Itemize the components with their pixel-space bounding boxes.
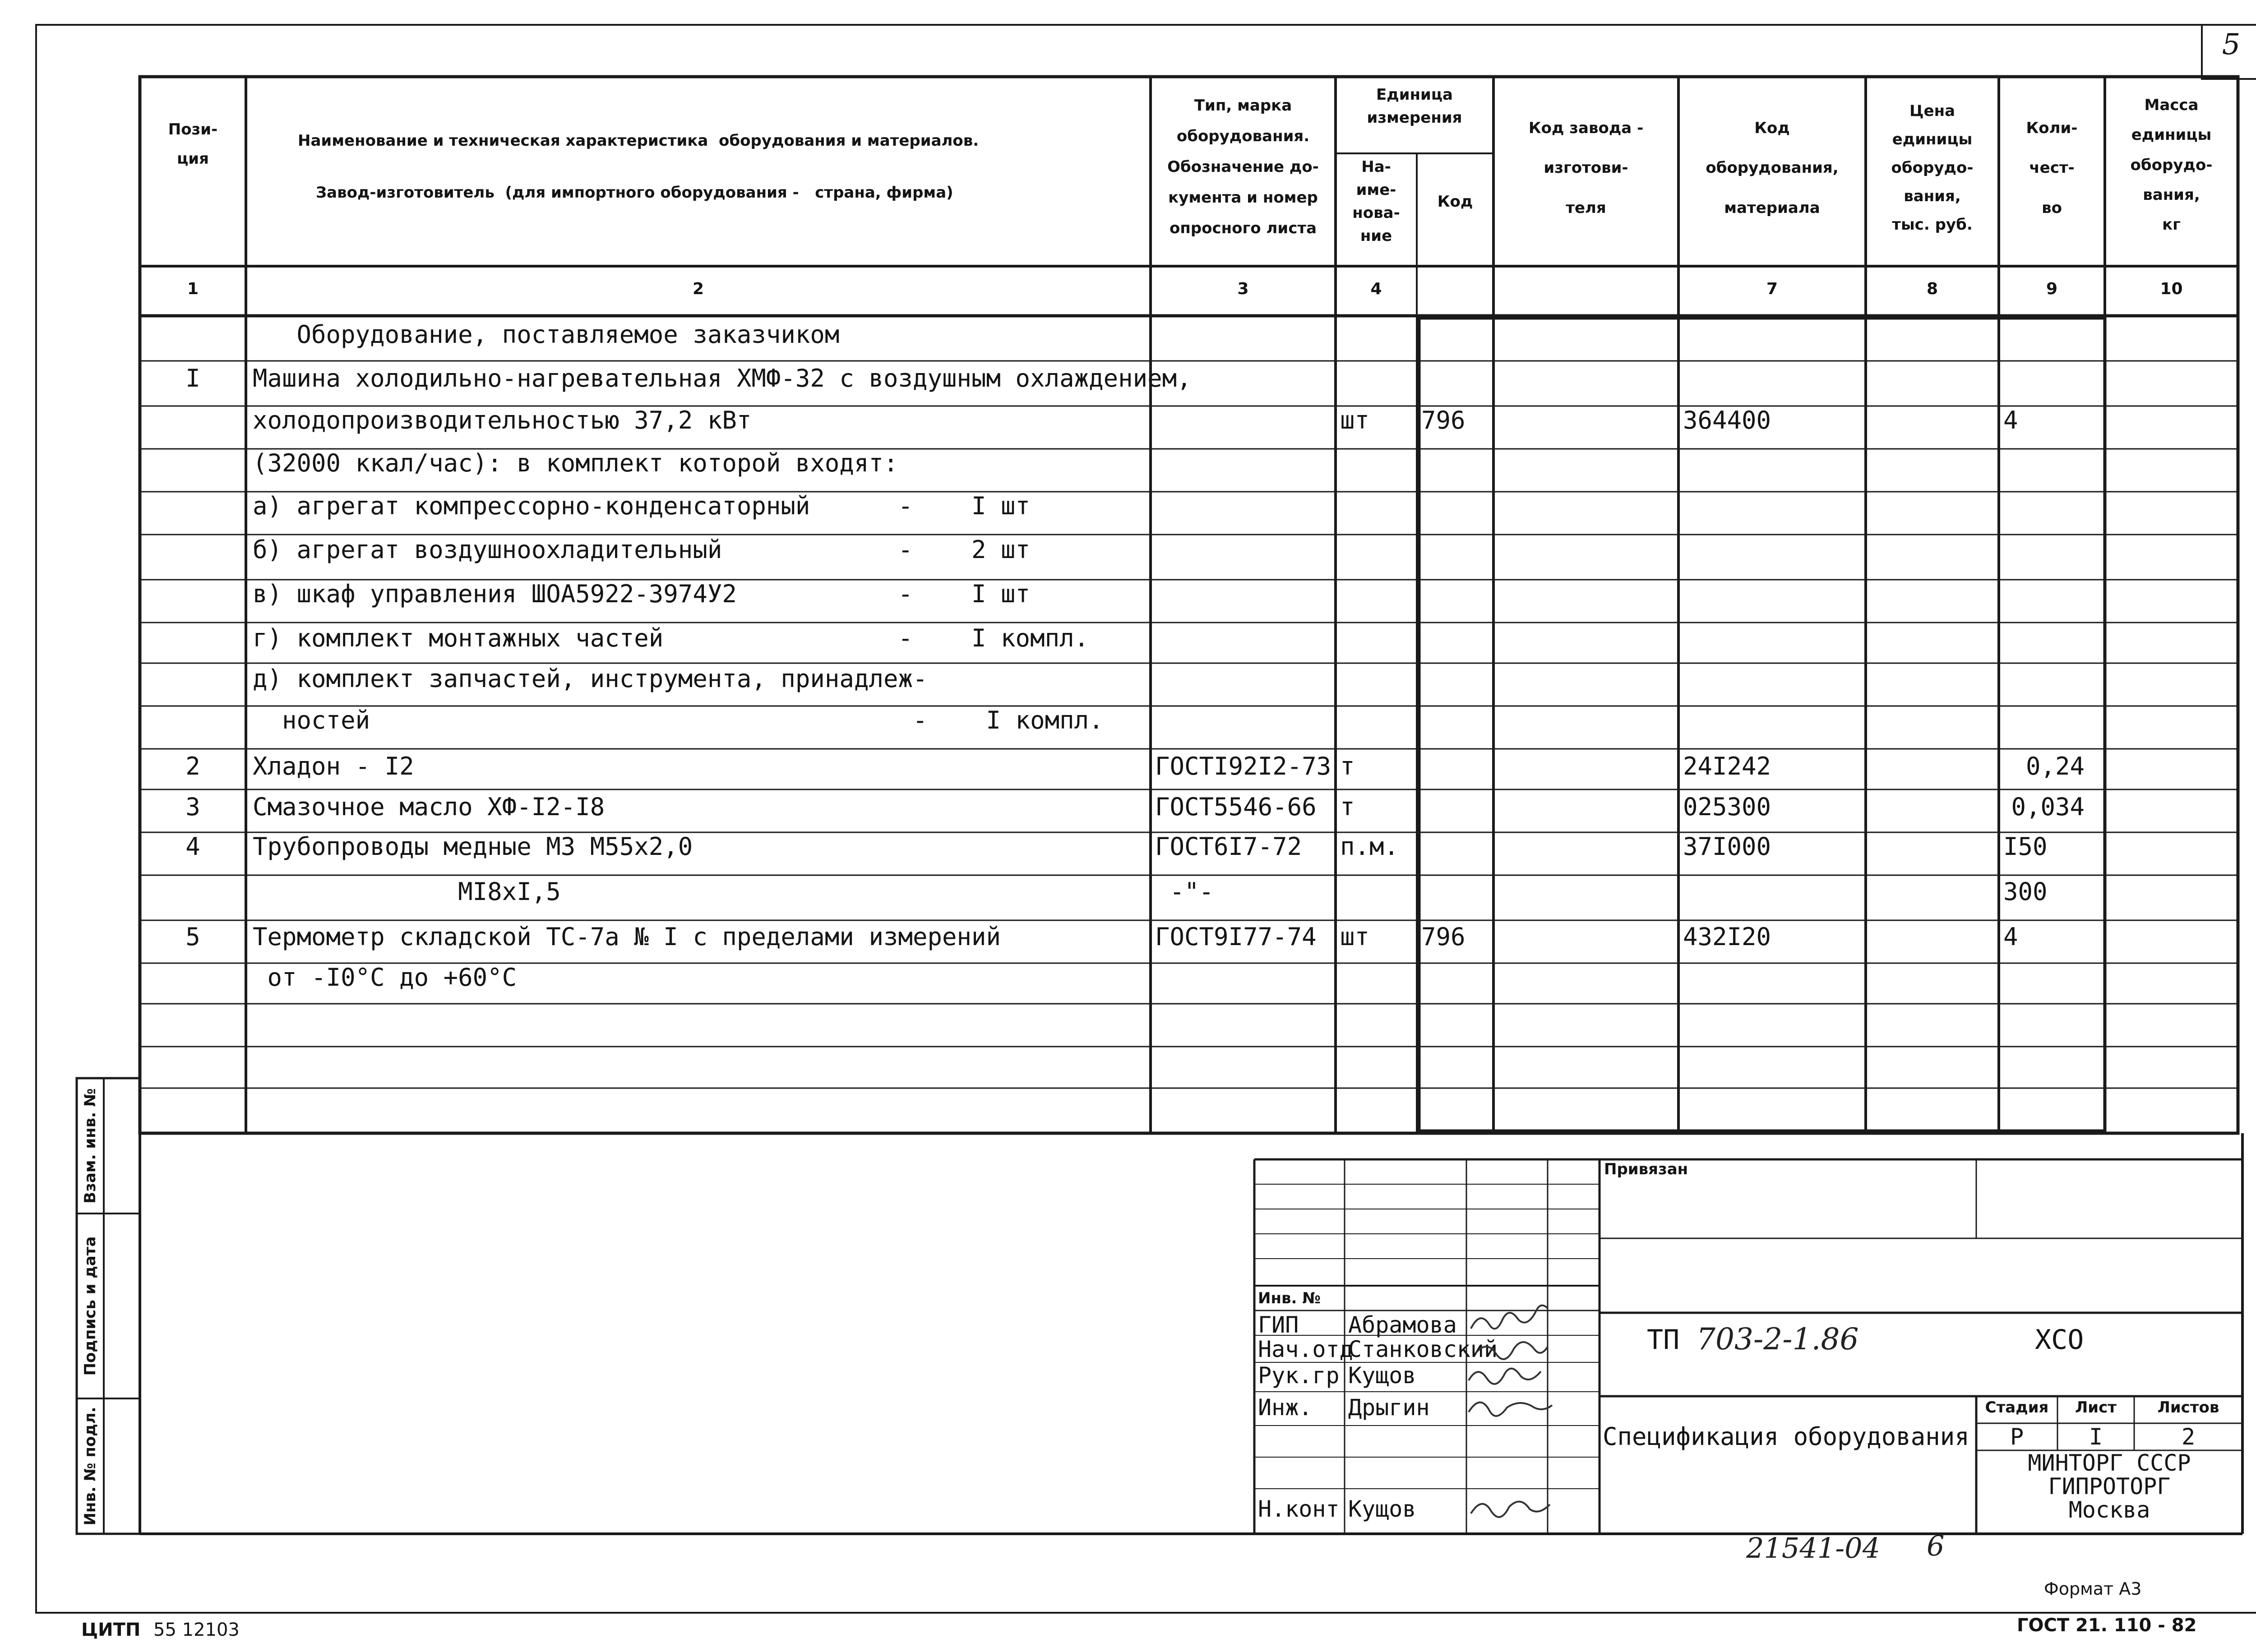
row-name: МI8хI,5 <box>253 877 561 906</box>
sheets-value: 2 <box>2181 1424 2196 1450</box>
column-number: 1 <box>187 280 199 298</box>
row-name: Термометр складской ТС-7а № I с пределами измерений <box>253 923 1001 951</box>
row-doc: ГОСТ5546-66 <box>1155 793 1317 821</box>
row-name: в) шкаф управления ШОА5922-3974У2 - I шт <box>253 580 1031 608</box>
row-qty: 4 <box>2003 923 2018 951</box>
header-name-line2: Завод-изготовитель (для импортного оборудования - страна, фирма) <box>316 184 953 202</box>
role-group-lead: Рук.гр <box>1258 1362 1340 1389</box>
sheets-label: Листов <box>2157 1398 2219 1417</box>
row-name: г) комплект монтажных частей - I компл. <box>253 624 1089 652</box>
header-equipment-code: Код оборудования, материала <box>1706 119 1839 217</box>
role-head: Нач.отд <box>1258 1336 1353 1362</box>
row-name: б) агрегат воздушноохладительный - 2 шт <box>253 535 1031 564</box>
role-norm-control: Н.конт <box>1258 1496 1340 1522</box>
gost-label: ГОСТ 21. 110 - 82 <box>2017 1615 2197 1636</box>
name-group-lead: Кущов <box>1348 1362 1416 1389</box>
row-name: Машина холодильно-нагревательная ХМФ-32 с воздушным охлаждением, <box>253 364 1192 392</box>
row-unit: шт <box>1340 923 1370 951</box>
row-pos: 5 <box>185 923 200 951</box>
row-name: Оборудование, поставляемое заказчиком <box>253 320 840 349</box>
doc-code-prefix: ТП <box>1647 1324 1680 1356</box>
archive-number: 21541-04 <box>1746 1532 1881 1564</box>
column-number: 3 <box>1237 280 1249 298</box>
org-line3: Москва <box>2068 1497 2150 1523</box>
name-gip: Абрамова <box>1348 1312 1457 1338</box>
stage-label: Стадия <box>1985 1398 2049 1417</box>
row-equip-code: 37I000 <box>1683 832 1771 861</box>
header-quantity: Коли- чест- во <box>2026 119 2078 217</box>
row-name: Трубопроводы медные М3 М55х2,0 <box>253 832 693 861</box>
row-doc: ГОСТ9I77-74 <box>1155 923 1317 951</box>
column-number: 7 <box>1766 280 1778 298</box>
header-type: Тип, марка оборудования. Обозначение до- кумента и номер опросного листа <box>1167 97 1319 237</box>
row-name: от -I0°C до +60°C <box>253 963 517 992</box>
row-qty: 0,034 <box>2011 793 2085 821</box>
row-doc: -"- <box>1155 877 1214 906</box>
header-unit-name: На- име- нова- ние <box>1352 158 1400 245</box>
inv-label: Инв. № <box>1258 1289 1321 1307</box>
name-norm-control: Кущов <box>1348 1496 1416 1522</box>
org-line2: ГИПРОТОРГ <box>2048 1473 2171 1500</box>
header-mass: Масса единицы оборудо- вания, кг <box>2130 96 2213 234</box>
row-unit: т <box>1340 752 1355 780</box>
row-name: холодопроизводительностью 37,2 кВт <box>253 406 752 434</box>
printer-label: ЦИТП <box>81 1620 141 1640</box>
column-number: 8 <box>1926 280 1938 298</box>
row-equip-code: 364400 <box>1683 406 1771 434</box>
row-unit: п.м. <box>1340 832 1399 861</box>
row-pos: I <box>185 364 200 392</box>
header-unit-group: Единица измерения <box>1367 86 1462 127</box>
sheet-label: Лист <box>2075 1398 2117 1417</box>
row-unit: шт <box>1340 406 1370 434</box>
column-number: 9 <box>2046 280 2058 298</box>
header-factory-code: Код завода - изготови- теля <box>1528 119 1644 217</box>
row-name: д) комплект запчастей, инструмента, принадлеж- <box>253 664 928 693</box>
header-price: Цена единицы оборудо- вания, тыс. руб. <box>1891 102 1974 234</box>
org-line1: МИНТОРГ СССР <box>2028 1450 2191 1476</box>
header-position: Пози- ция <box>168 120 218 168</box>
row-pos: 2 <box>185 752 200 780</box>
doc-title: Спецификация оборудования <box>1603 1422 1969 1451</box>
row-qty: 300 <box>2003 877 2048 906</box>
row-pos: 3 <box>185 793 200 821</box>
row-code: 796 <box>1421 406 1465 434</box>
name-engineer: Дрыгин <box>1348 1394 1430 1421</box>
row-qty: 4 <box>2003 406 2018 434</box>
column-number: 10 <box>2160 280 2183 298</box>
header-name-line1: Наименование и техническая характеристика оборудования и материалов. <box>298 132 979 150</box>
bound-label: Привязан <box>1604 1160 1688 1178</box>
name-head: Станковский <box>1348 1336 1498 1362</box>
row-equip-code: 24I242 <box>1683 752 1771 780</box>
row-qty: I50 <box>2003 832 2048 861</box>
side-stamp-replace-inv: Взам. инв. № <box>81 1088 99 1204</box>
row-name: ностей - I компл. <box>253 706 1104 734</box>
role-gip: ГИП <box>1258 1312 1299 1338</box>
side-stamp-sign-date: Подпись и дата <box>81 1236 99 1376</box>
stage-value: Р <box>2010 1424 2024 1450</box>
row-unit: т <box>1340 793 1355 821</box>
doc-code: 703-2-1.86 <box>1697 1322 1859 1357</box>
column-number: 2 <box>692 280 704 298</box>
row-name: а) агрегат компрессорно-конденсаторный - I шт <box>253 492 1031 520</box>
sheet-value: I <box>2089 1424 2103 1450</box>
row-equip-code: 432I20 <box>1683 923 1771 951</box>
header-unit-code: Код <box>1437 193 1473 211</box>
row-pos: 4 <box>185 832 200 861</box>
column-number: 4 <box>1370 280 1382 298</box>
row-equip-code: 025300 <box>1683 793 1771 821</box>
sheet-number: 5 <box>2222 28 2241 61</box>
printer-code: 55 12103 <box>153 1620 240 1640</box>
row-name: Смазочное масло ХФ-I2-I8 <box>253 793 605 821</box>
row-doc: ГОСТ6I7-72 <box>1155 832 1302 861</box>
archive-page: 6 <box>1927 1529 1945 1562</box>
row-name: (32000 ккал/час): в комплект которой входят: <box>253 449 898 477</box>
format-label: Формат А3 <box>2044 1579 2142 1599</box>
row-doc: ГОСТI92I2-73 <box>1155 752 1331 780</box>
row-name: Хладон - I2 <box>253 752 414 780</box>
doc-suffix: ХСО <box>2035 1324 2084 1356</box>
side-stamp-inv-orig: Инв. № подл. <box>81 1407 99 1526</box>
row-qty: 0,24 <box>2025 752 2085 780</box>
role-engineer: Инж. <box>1258 1394 1313 1421</box>
row-code: 796 <box>1421 923 1465 951</box>
